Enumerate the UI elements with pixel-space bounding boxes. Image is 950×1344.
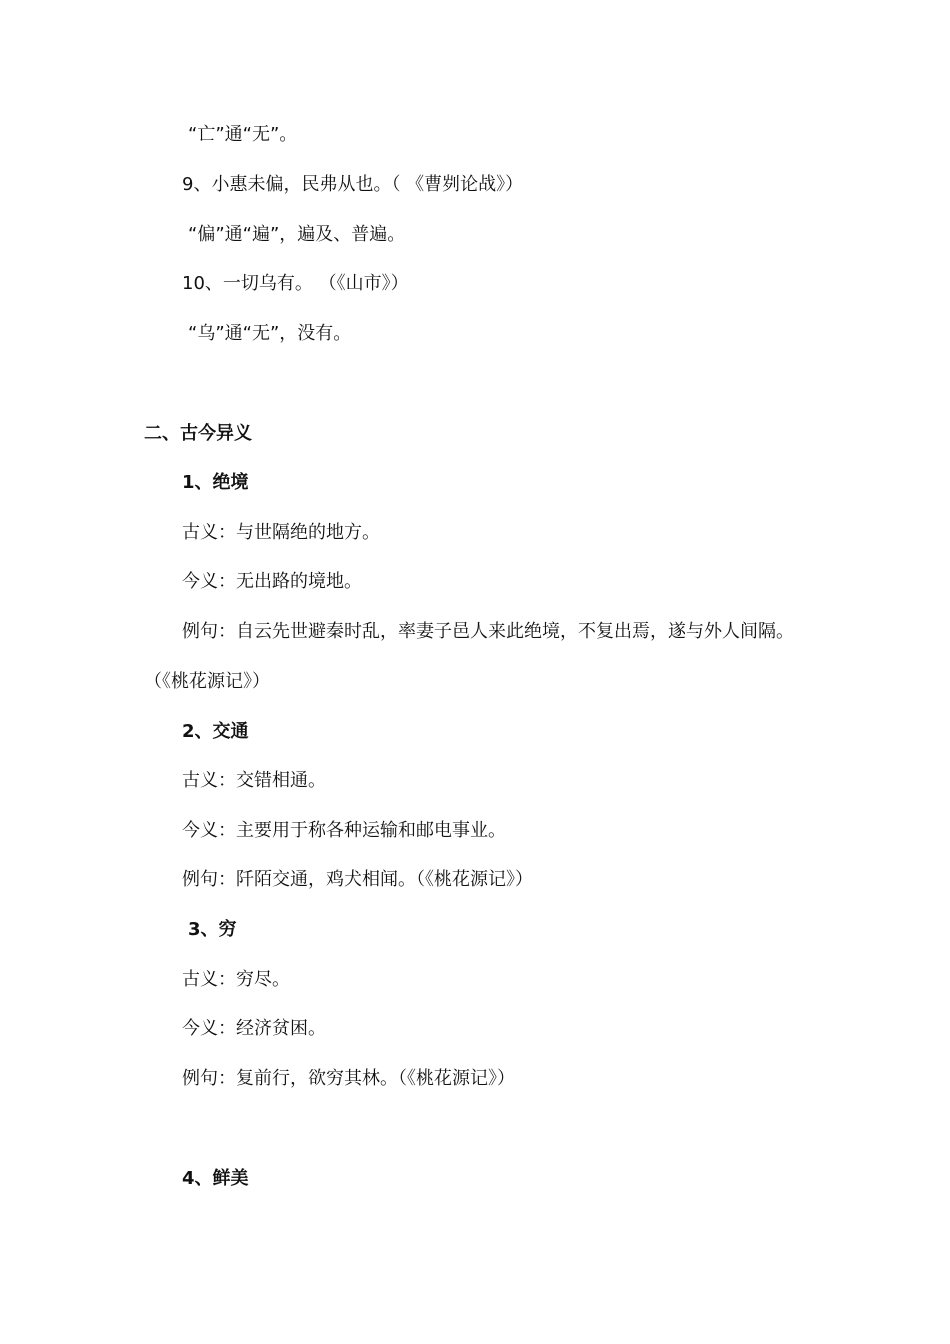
item-title-1: 1、绝境 [182, 472, 249, 493]
item-example-source-1: （《桃花源记》） [144, 671, 270, 692]
item-ancient-1: 古义：与世隔绝的地方。 [182, 522, 380, 543]
item-modern-2: 今义：主要用于称各种运输和邮电事业。 [182, 820, 506, 841]
tongjia-example-9: 9、小惠未偏，民弗从也。（ 《曹刿论战》） [182, 174, 524, 195]
item-modern-3: 今义：经济贫困。 [182, 1018, 326, 1039]
item-example-2: 例句：阡陌交通，鸡犬相闻。（《桃花源记》） [182, 869, 533, 890]
item-modern-1: 今义：无出路的境地。 [182, 571, 362, 592]
item-ancient-2: 古义：交错相通。 [182, 770, 326, 791]
tongjia-example-10: 10、一切乌有。 （《山市》） [182, 273, 409, 294]
item-title-2: 2、交通 [182, 721, 249, 742]
section-heading: 二、古今异义 [144, 423, 252, 444]
tongjia-explanation-8: “亡”通“无”。 [188, 124, 298, 145]
item-title-4: 4、鲜美 [182, 1168, 249, 1189]
tongjia-explanation-9: “偏”通“遍”，遍及、普遍。 [188, 224, 406, 245]
item-title-3: 3、穷 [188, 919, 237, 940]
item-example-3: 例句：复前行，欲穷其林。（《桃花源记》） [182, 1068, 515, 1089]
item-ancient-3: 古义：穷尽。 [182, 969, 290, 990]
item-example-1: 例句：自云先世避秦时乱，率妻子邑人来此绝境，不复出焉，遂与外人间隔。 [182, 621, 794, 642]
tongjia-explanation-10: “乌”通“无”，没有。 [188, 323, 352, 344]
